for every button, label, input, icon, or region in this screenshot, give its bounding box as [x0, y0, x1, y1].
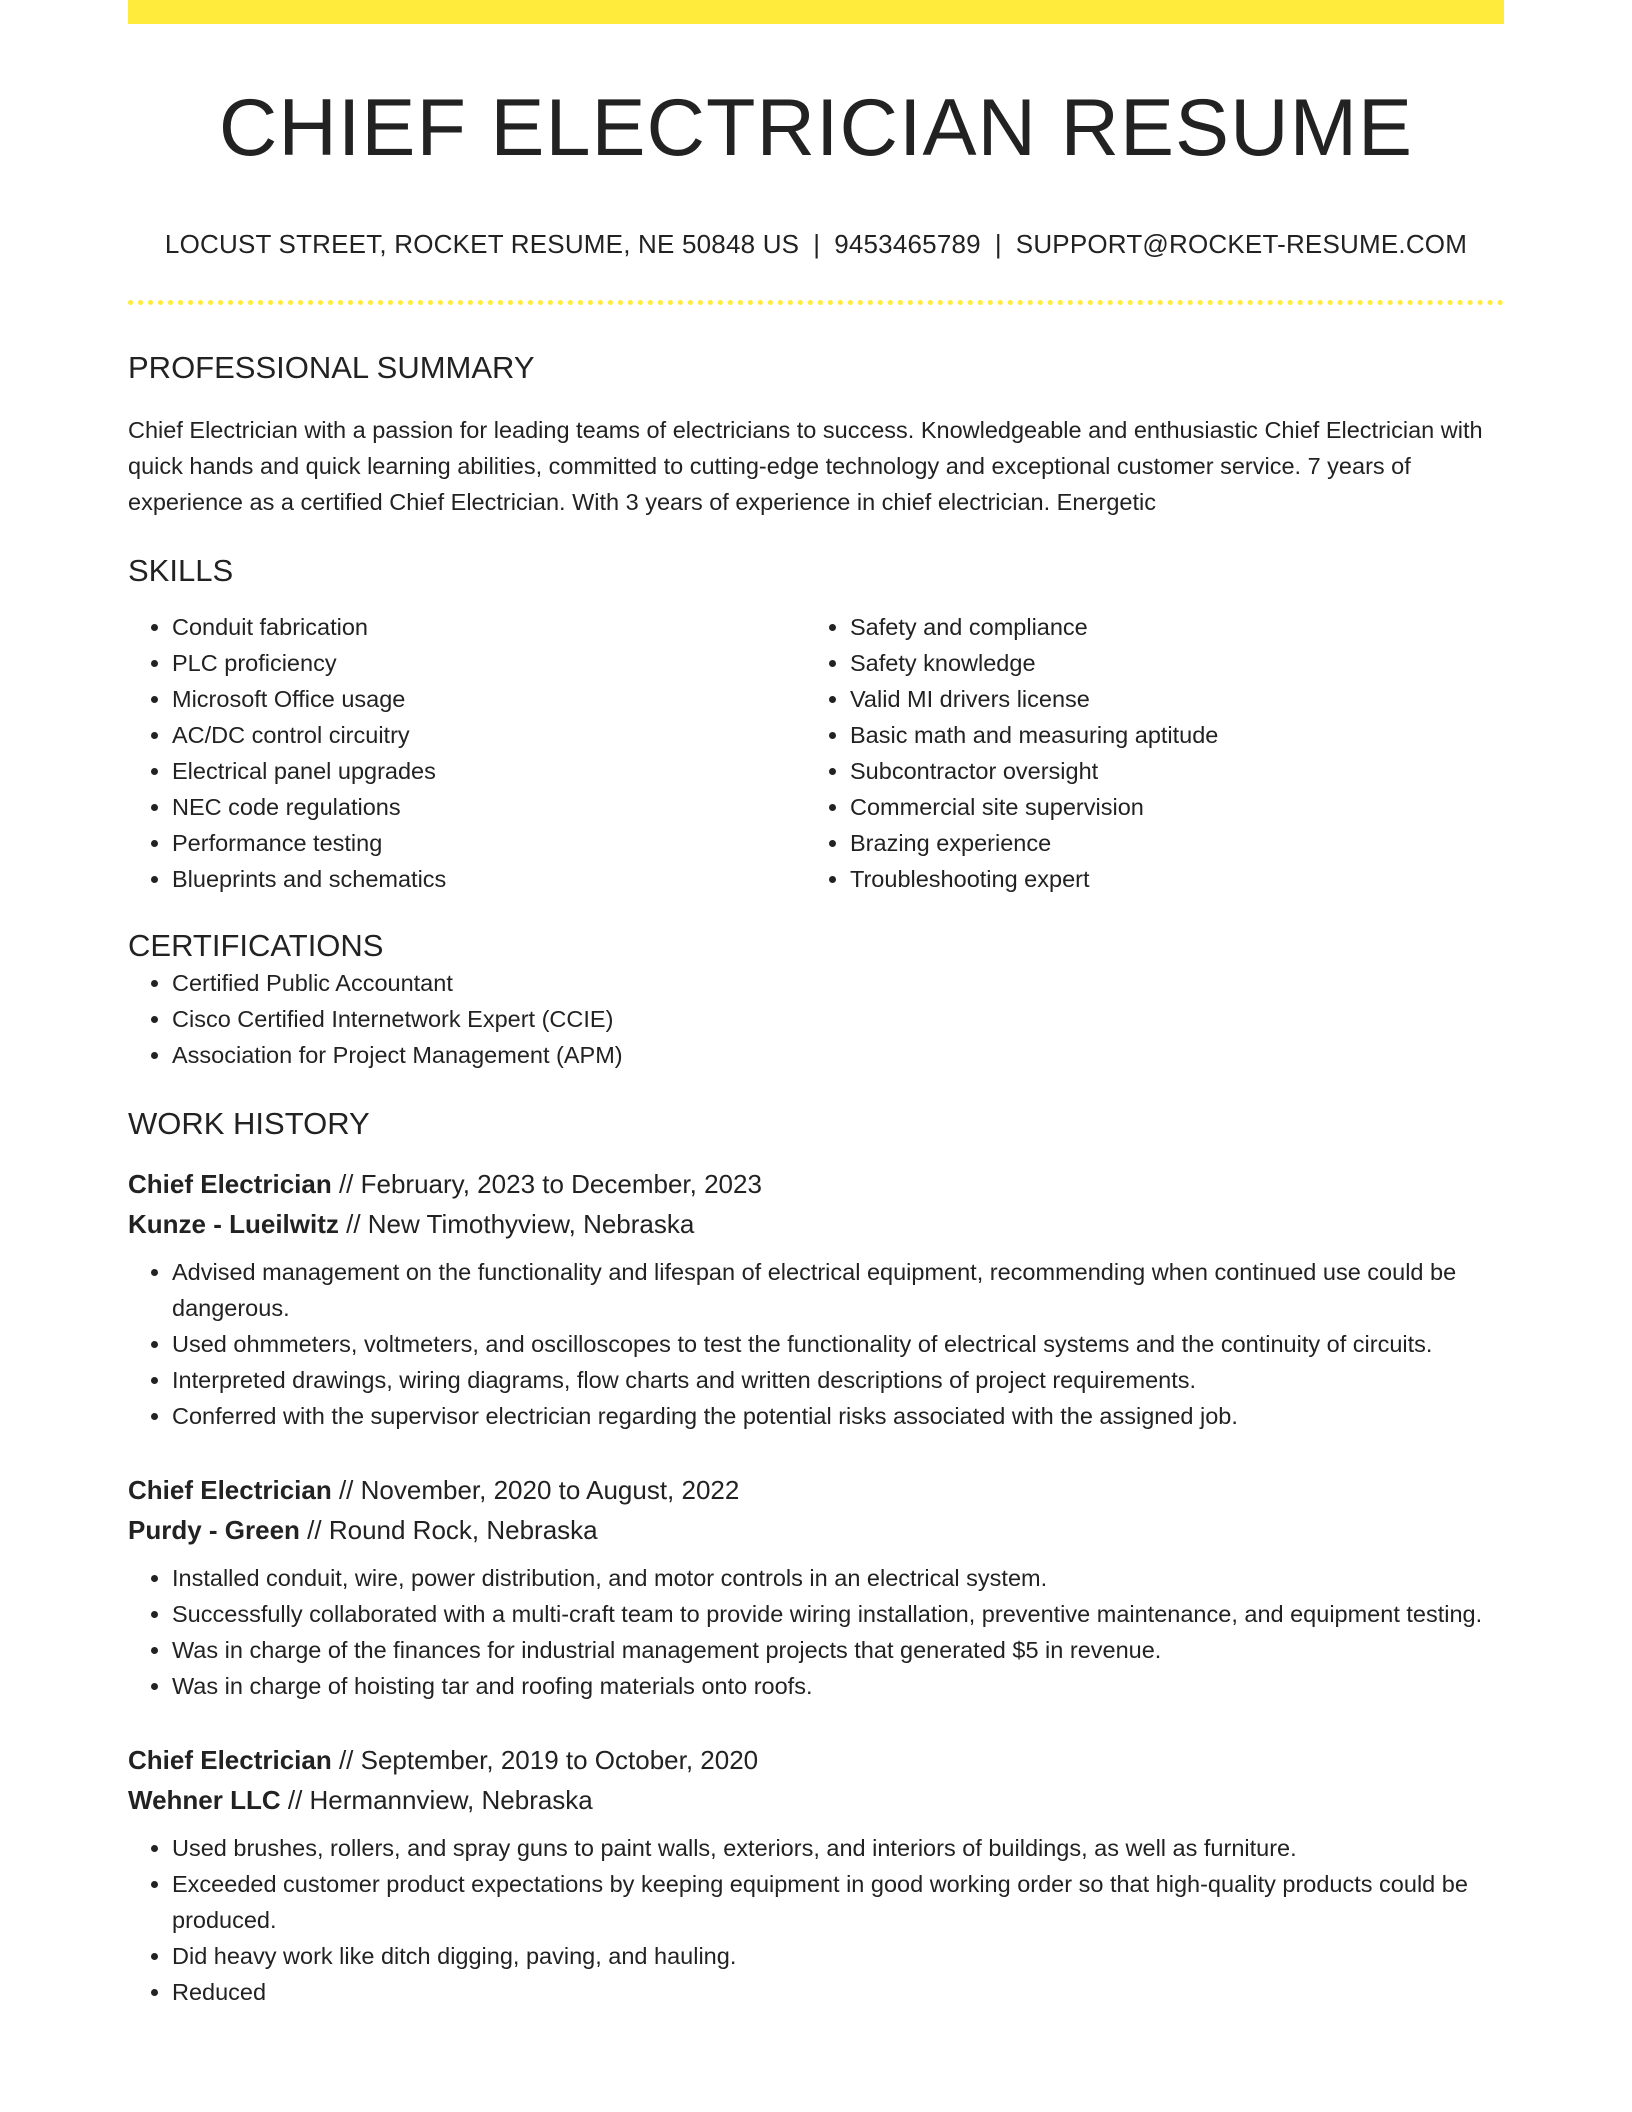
skills-heading: SKILLS — [128, 553, 234, 589]
skill-item: • AC/DC control circuitry — [172, 717, 806, 753]
certification-item: • Association for Project Management (APM) — [172, 1037, 1504, 1073]
job-company: Kunze - Lueilwitz — [128, 1208, 339, 1239]
dotted-divider — [128, 300, 1504, 305]
skill-item: • Brazing experience — [850, 825, 1500, 861]
job-dates: // February, 2023 to December, 2023 — [331, 1168, 762, 1199]
job-bullet: • Advised management on the functionality and lifespan of electrical equipment, recommending when continued use could be dangerous. — [172, 1254, 1504, 1326]
resume-title: CHIEF ELECTRICIAN RESUME — [218, 83, 1414, 173]
job-role-line — [128, 1740, 1504, 1780]
skill-item: • Conduit fabrication — [172, 609, 806, 645]
certifications-list — [128, 965, 1504, 1073]
job-role-line — [128, 1164, 1504, 1204]
skill-item: • Subcontractor oversight — [850, 753, 1500, 789]
job-company-line — [128, 1780, 1504, 1820]
contact-address: LOCUST STREET, ROCKET RESUME, NE 50848 US — [164, 229, 800, 260]
job-company: Purdy - Green — [128, 1514, 300, 1545]
job-bullet: • Interpreted drawings, wiring diagrams, flow charts and written descriptions of project requirements. — [172, 1362, 1504, 1398]
job-bullets — [128, 1254, 1504, 1434]
contact-phone: 9453465789 — [834, 229, 981, 260]
summary-text: Chief Electrician with a passion for leading teams of electricians to success. Knowledgeable and enthusiastic Chief Electrician with quick hands and quick learning abilities, committed to cutting-edge technology and exceptional customer service. 7 years of experience as a certified Chief Electrician. With 3 years of experience in chief electrician. Energetic — [128, 417, 1483, 516]
skill-item: • Safety and compliance — [850, 609, 1500, 645]
job-bullet: • Used ohmmeters, voltmeters, and oscilloscopes to test the functionality of electrical systems and the continuity of circuits. — [172, 1326, 1504, 1362]
skill-item: • Blueprints and schematics — [172, 861, 806, 897]
job-bullet: • Was in charge of the finances for industrial management projects that generated $5 in revenue. — [172, 1632, 1504, 1668]
skill-item: • Valid MI drivers license — [850, 681, 1500, 717]
work-history-heading: WORK HISTORY — [128, 1105, 370, 1141]
skills-list-left — [128, 609, 806, 897]
job-company: Wehner LLC — [128, 1784, 281, 1815]
job-bullets — [128, 1830, 1504, 2010]
job-dates: // November, 2020 to August, 2022 — [331, 1474, 740, 1505]
skill-item: • PLC proficiency — [172, 645, 806, 681]
job-role-line — [128, 1470, 1504, 1510]
skills-list-right — [806, 609, 1500, 897]
skill-item: • Microsoft Office usage — [172, 681, 806, 717]
job-bullet: • Was in charge of hoisting tar and roofing materials onto roofs. — [172, 1668, 1504, 1704]
skill-item: • Safety knowledge — [850, 645, 1500, 681]
contact-separator: | — [813, 229, 821, 260]
job-location: // Hermannview, Nebraska — [280, 1784, 593, 1815]
contact-line — [128, 229, 1504, 260]
job-bullets — [128, 1560, 1504, 1704]
job-role: Chief Electrician — [128, 1168, 332, 1199]
skill-item: • Electrical panel upgrades — [172, 753, 806, 789]
job-bullet: • Successfully collaborated with a multi-craft team to provide wiring installation, preventive maintenance, and equipment testing. — [172, 1596, 1504, 1632]
summary-heading: PROFESSIONAL SUMMARY — [128, 350, 535, 386]
certifications-heading: CERTIFICATIONS — [128, 928, 384, 964]
certification-item: • Certified Public Accountant — [172, 965, 1504, 1001]
contact-email: SUPPORT@ROCKET-RESUME.COM — [1015, 229, 1468, 260]
skill-item: • Performance testing — [172, 825, 806, 861]
skills-columns — [128, 609, 1504, 897]
contact-separator: | — [994, 229, 1002, 260]
job-company-line — [128, 1510, 1504, 1550]
certification-item: • Cisco Certified Internetwork Expert (CCIE) — [172, 1001, 1504, 1037]
job-role: Chief Electrician — [128, 1744, 332, 1775]
skill-item: • Commercial site supervision — [850, 789, 1500, 825]
skill-item: • NEC code regulations — [172, 789, 806, 825]
job-entry — [128, 1740, 1504, 2010]
job-bullet: • Exceeded customer product expectations by keeping equipment in good working order so that high-quality products could be produced. — [172, 1866, 1504, 1938]
job-location: // Round Rock, Nebraska — [299, 1514, 598, 1545]
job-dates: // September, 2019 to October, 2020 — [331, 1744, 759, 1775]
job-bullet: • Did heavy work like ditch digging, paving, and hauling. — [172, 1938, 1504, 1974]
resume-page — [128, 0, 1504, 2010]
job-location: // New Timothyview, Nebraska — [338, 1208, 695, 1239]
job-role: Chief Electrician — [128, 1474, 332, 1505]
job-entry — [128, 1164, 1504, 1434]
job-bullet: • Used brushes, rollers, and spray guns to paint walls, exteriors, and interiors of buildings, as well as furniture. — [172, 1830, 1504, 1866]
skill-item: • Basic math and measuring aptitude — [850, 717, 1500, 753]
job-bullet: • Reduced — [172, 1974, 1504, 2010]
job-company-line — [128, 1204, 1504, 1244]
skill-item: • Troubleshooting expert — [850, 861, 1500, 897]
job-bullet: • Conferred with the supervisor electrician regarding the potential risks associated with the assigned job. — [172, 1398, 1504, 1434]
job-entry — [128, 1470, 1504, 1704]
accent-top-bar — [128, 0, 1504, 24]
job-bullet: • Installed conduit, wire, power distribution, and motor controls in an electrical system. — [172, 1560, 1504, 1596]
